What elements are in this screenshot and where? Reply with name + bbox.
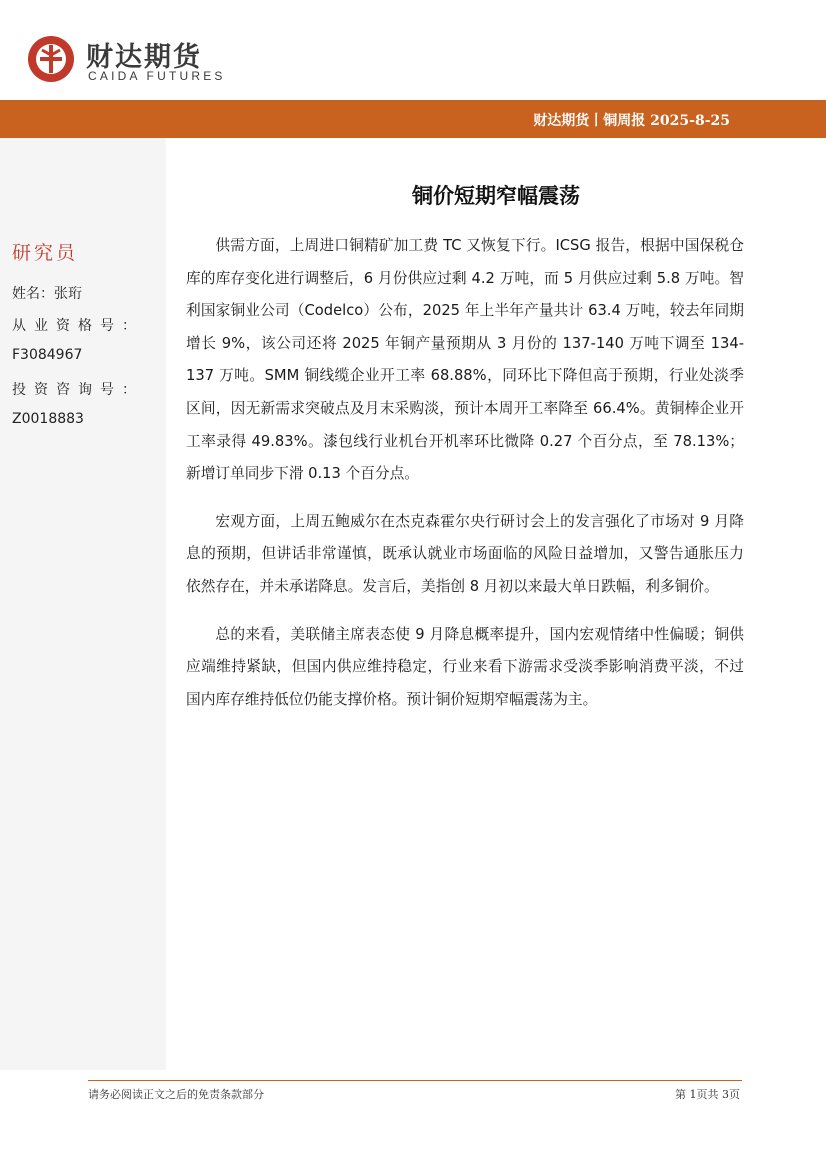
caida-logo-icon: [26, 34, 76, 84]
investment-consult-label: 投资咨询号：: [12, 382, 144, 398]
paragraph-macro: 宏观方面，上周五鲍威尔在杰克森霍尔央行研讨会上的发言强化了市场对 9 月降息的预期，但讲话非常谨慎，既承认就业市场面临的风险日益增加，又警告通胀压力依然存在，并未承诺降息。发言后，美指创 8 月初以来最大单日跌幅，利多铜价。: [186, 512, 744, 595]
footer-disclaimer: 请务必阅读正文之后的免责条款部分: [88, 1088, 264, 1101]
footer-divider: [88, 1080, 742, 1081]
analyst-name: 姓名：张珩: [12, 286, 82, 302]
qualification-label: 从业资格号：: [12, 318, 144, 334]
paragraph-summary: 总的来看，美联储主席表态使 9 月降息概率提升，国内宏观情绪中性偏暖；铜供应端维持紧缺，但国内供应维持稳定，行业来看下游需求受淡季影响消费平淡，不过国内库存维持低位仍能支撑价格。预计铜价短期窄幅震荡为主。: [186, 625, 744, 708]
page-number: 第 1页共 3页: [675, 1088, 740, 1101]
article-body: [186, 230, 744, 731]
analyst-heading: 研究员: [12, 242, 79, 264]
logo-chinese-name: 财达期货: [86, 42, 202, 73]
article-title: 铜价短期窄幅震荡: [412, 184, 580, 208]
qualification-number: F3084967: [12, 347, 83, 363]
paragraph-supply-demand: 供需方面，上周进口铜精矿加工费 TC 又恢复下行。ICSG 报告，根据中国保税仓库的库存变化进行调整后，6 月份供应过剩 4.2 万吨，而 5 月供应过剩 5.8 万吨。智利国家铜业公司（Codelco）公布，2025 年上半年产量共计 63.4 万吨，较去年同期增长 9%，该公司还将 2025 年铜产量预期从 3 月份的 137-140 万吨下调至 134-137 万吨。SMM 铜线缆企业开工率 68.88%，同环比下降但高于预期，行业处淡季区间，因无新需求突破点及月末采购淡，预计本周开工率降至 66.4%。黄铜棒企业开工率录得 49.83%。漆包线行业机台开机率环比微降 0.27 个百分点，至 78.13%；新增订单同步下滑 0.13 个百分点。: [186, 237, 744, 483]
investment-consult-number: Z0018883: [12, 411, 84, 427]
company-logo: [26, 34, 226, 86]
analyst-sidebar: [0, 138, 166, 1070]
logo-english-name: CAIDA FUTURES: [88, 69, 226, 83]
header-banner: [0, 100, 826, 138]
report-banner-title: 财达期货丨铜周报 2025-8-25: [533, 113, 730, 129]
